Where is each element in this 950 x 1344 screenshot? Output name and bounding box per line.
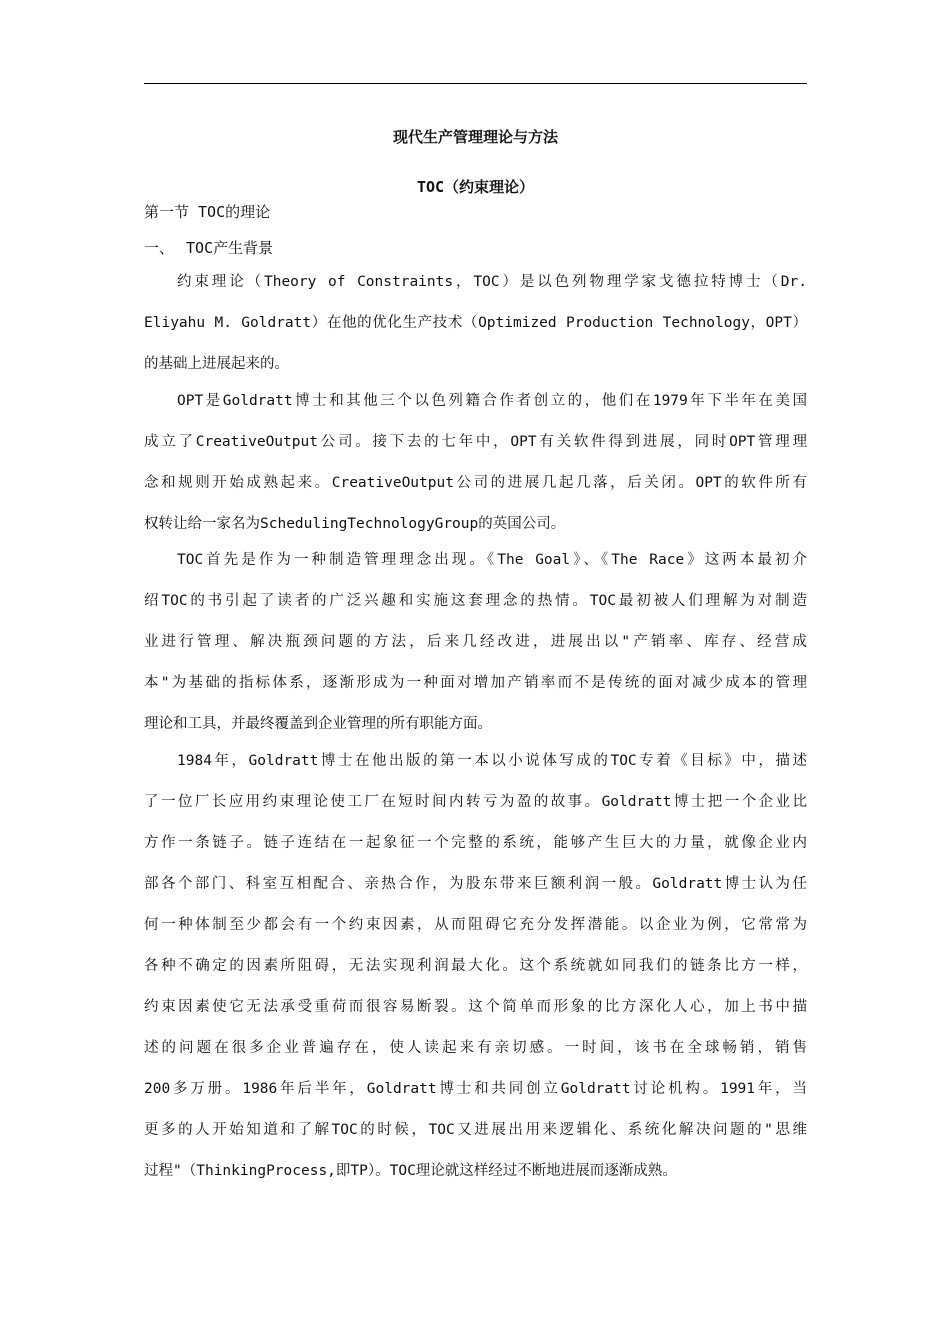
- paragraph-line: 约束因素使它无法承受重荷而很容易断裂。这个简单而形象的比方深化人心，加上书中描: [144, 999, 807, 1015]
- paragraph-line: 方作一条链子。链子连结在一起象征一个完整的系统，能够产生巨大的力量，就像企业内: [144, 835, 807, 851]
- paragraph-line: 何一种体制至少都会有一个约束因素，从而阻碍它充分发挥潜能。以企业为例，它常常为: [144, 917, 807, 933]
- paragraph-line: 的基础上进展起来的。: [144, 356, 289, 372]
- paragraph-line: Eliyahu M. Goldratt）在他的优化生产技术（Optimized Production Technology，OPT）: [144, 315, 807, 331]
- subsection-title: TOC产生背景: [186, 239, 274, 257]
- paragraph-line: 约束理论（Theory of Constraints，TOC）是以色列物理学家戈德拉特博士（Dr.: [177, 274, 807, 290]
- paragraph-line: 1984年，Goldratt博士在他出版的第一本以小说体写成的TOC专着《目标》中，描述: [177, 753, 807, 769]
- paragraph-line: 各种不确定的因素所阻碍，无法实现利润最大化。这个系统就如同我们的链条比方一样，: [144, 958, 807, 974]
- paragraph-line: 更多的人开始知道和了解TOC的时候，TOC又进展出用来逻辑化、系统化解决问题的"思维: [144, 1122, 807, 1138]
- document-title: 现代生产管理理论与方法: [392, 128, 558, 146]
- paragraph-line: 权转让给一家名为SchedulingTechnologyGroup的英国公司。: [144, 516, 566, 532]
- paragraph-line: 述的问题在很多企业普遍存在，使人读起来有亲切感。一时间，该书在全球畅销，销售: [144, 1040, 807, 1056]
- paragraph-line: TOC首先是作为一种制造管理理念出现。《The Goal》、《The Race》这两本最初介: [177, 552, 807, 568]
- paragraph-line: 成立了CreativeOutput公司。接下去的七年中，OPT有关软件得到进展，同时OPT管理理: [144, 434, 807, 450]
- paragraph-line: 理论和工具，并最终覆盖到企业管理的所有职能方面。: [144, 716, 492, 732]
- paragraph-line: OPT是Goldratt博士和其他三个以色列籍合作者创立的，他们在1979年下半年在美国: [177, 393, 807, 409]
- paragraph-line: 业进行管理、解决瓶颈问题的方法，后来几经改进，进展出以"产销率、库存、经营成: [144, 634, 807, 650]
- paragraph-line: 了一位厂长应用约束理论使工厂在短时间内转亏为盈的故事。Goldratt博士把一个企业比: [144, 794, 807, 810]
- paragraph-line: 过程"（ThinkingProcess,即TP）。TOC理论就这样经过不断地进展而逐渐成熟。: [144, 1163, 677, 1179]
- paragraph-line: 念和规则开始成熟起来。CreativeOutput公司的进展几起几落，后关闭。OPT的软件所有: [144, 475, 807, 491]
- paragraph-line: 本"为基础的指标体系，逐渐形成为一种面对增加产销率而不是传统的面对减少成本的管理: [144, 675, 807, 691]
- paragraph-line: 部各个部门、科室互相配合、亲热合作，为股东带来巨额利润一般。Goldratt博士认为任: [144, 876, 807, 892]
- paragraph-line: 200多万册。1986年后半年，Goldratt博士和共同创立Goldratt讨论机构。1991年，当: [144, 1081, 807, 1097]
- section-heading: 第一节 TOC的理论: [144, 203, 271, 221]
- document-subtitle: TOC（约束理论）: [416, 178, 535, 196]
- paragraph-line: 绍TOC的书引起了读者的广泛兴趣和实施这套理念的热情。TOC最初被人们理解为对制造: [144, 593, 807, 609]
- subsection-number: 一、: [144, 239, 175, 257]
- subsection-heading: [144, 237, 273, 258]
- header-rule: [144, 83, 807, 84]
